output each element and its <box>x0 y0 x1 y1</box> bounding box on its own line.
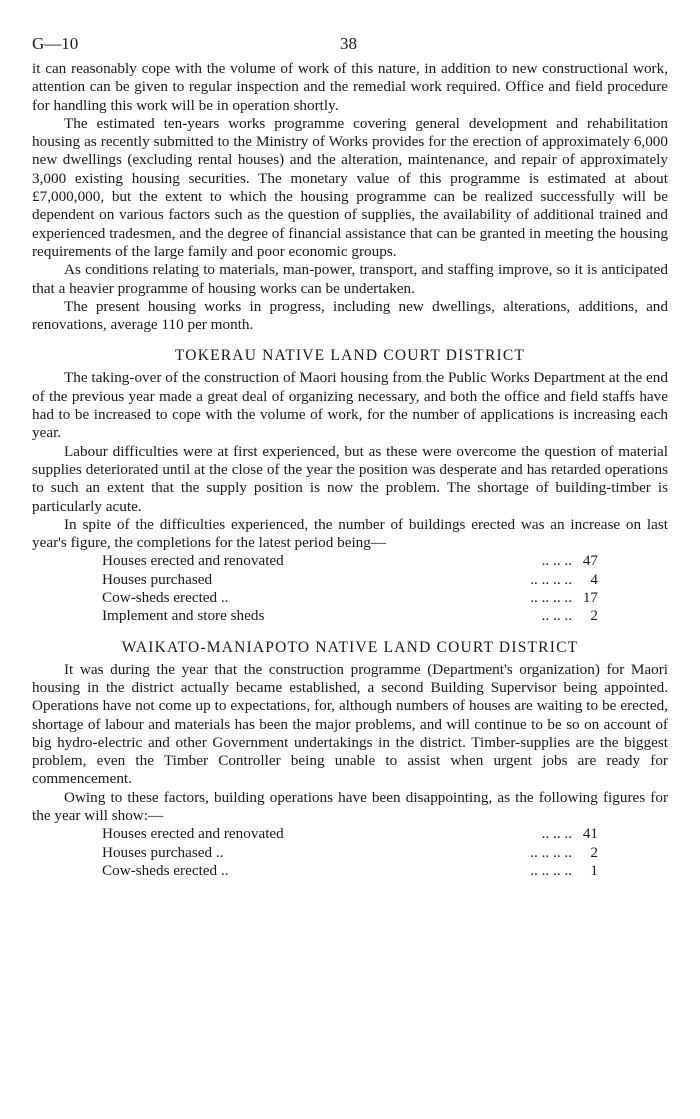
table-row <box>102 844 598 862</box>
table-row <box>102 571 598 589</box>
leader-dots: .. .. .. <box>541 552 572 570</box>
section-paragraph: Owing to these factors, building operations have been disappointing, as the following figures for the year will show:— <box>32 788 668 824</box>
row-label: Cow-sheds erected .. <box>102 589 229 607</box>
page-header <box>32 34 668 60</box>
row-label: Houses erected and renovated <box>102 825 284 843</box>
table-row <box>102 552 598 570</box>
section-heading-tokerau: TOKERAU NATIVE LAND COURT DISTRICT <box>174 347 526 365</box>
row-value: 2 <box>590 843 598 861</box>
row-value: 1 <box>590 861 598 879</box>
section-heading-waikato-maniapoto: WAIKATO-MANIAPOTO NATIVE LAND COURT DISTRICT <box>121 638 579 656</box>
leader-dots: .. .. .. .. <box>530 570 572 588</box>
table-row <box>102 825 598 843</box>
table-row <box>102 607 598 625</box>
page-number: 38 <box>340 34 357 53</box>
section-paragraph: It was during the year that the construction programme (Department's organization) for Maori housing in the district actually became established, a second Building Supervisor being appointed. Operations have not come up to expectations, for, although numbers of houses are waiting to be erected, shortage of labour and materials has been the major problems, and will continue to be so on account of big hydro-electric and other Government undertakings in the district. Timber-supplies are the biggest problem, even the Timber Controller being unable to assist when urgent jobs are ready for commencement. <box>32 660 668 788</box>
table-row <box>102 589 598 607</box>
row-value: 4 <box>590 570 598 588</box>
leader-dots: .. .. .. <box>541 607 572 625</box>
table-row <box>102 862 598 880</box>
section-paragraph: In spite of the difficulties experienced, the number of buildings erected was an increase on last year's figure, the completions for the latest period being— <box>32 515 668 552</box>
row-value: 41 <box>582 825 598 843</box>
leader-dots: .. .. .. .. <box>530 843 572 861</box>
row-value: 2 <box>590 607 598 625</box>
waikato-figures-table <box>102 825 598 880</box>
intro-paragraph: The estimated ten-years works programme covering general development and rehabilitation housing as recently submitted to the Ministry of Works provides for the erection of approximately 6,000 new dwellings (excluding rental houses) and the alteration, maintenance, and repair of approximately 3,000 existing housing securities. The monetary value of this programme is estimated at about £7,000,000, but the extent to which the housing programme can be realized successfully will be dependent on various factors such as the question of supplies, the availability of additional trained and experienced tradesmen, and the degree of financial assistance that can be granted in meeting the housing requirements of the large family and poor economic groups. <box>32 114 668 260</box>
document-page <box>32 34 668 880</box>
leader-dots: .. .. .. <box>541 825 572 843</box>
leader-dots: .. .. .. .. <box>530 589 572 607</box>
row-value: 47 <box>582 552 598 570</box>
tokerau-figures-table <box>102 552 598 625</box>
leader-dots: .. .. .. .. <box>530 861 572 879</box>
row-label: Houses erected and renovated <box>102 552 284 570</box>
row-label: Implement and store sheds <box>102 607 265 625</box>
row-label: Houses purchased <box>102 570 213 588</box>
row-value: 17 <box>582 589 598 607</box>
document-reference: G—10 <box>32 34 79 53</box>
row-label: Houses purchased .. <box>102 843 224 861</box>
row-label: Cow-sheds erected .. <box>102 861 229 879</box>
intro-paragraph-continued: it can reasonably cope with the volume of work of this nature, in addition to new constructional work, attention can be given to regular inspection and the remedial work required. Office and field procedure for handling this work will be in operation shortly. <box>32 60 668 114</box>
section-paragraph: Labour difficulties were at first experienced, but as these were overcome the question of material supplies deteriorated until at the close of the year the position was desperate and has retarded operations to such an extent that the supply position is now the problem. The shortage of building-timber is particularly acute. <box>32 442 668 515</box>
intro-paragraph: As conditions relating to materials, man-power, transport, and staffing improve, so it is anticipated that a heavier programme of housing works can be undertaken. <box>32 261 668 297</box>
section-paragraph: The taking-over of the construction of Maori housing from the Public Works Department at the end of the previous year made a great deal of organizing necessary, and both the office and field staffs have had to be increased to cope with the volume of work, for the number of applications is increasing each year. <box>32 369 668 442</box>
intro-paragraph: The present housing works in progress, including new dwellings, alterations, additions, and renovations, average 110 per month. <box>32 297 668 334</box>
